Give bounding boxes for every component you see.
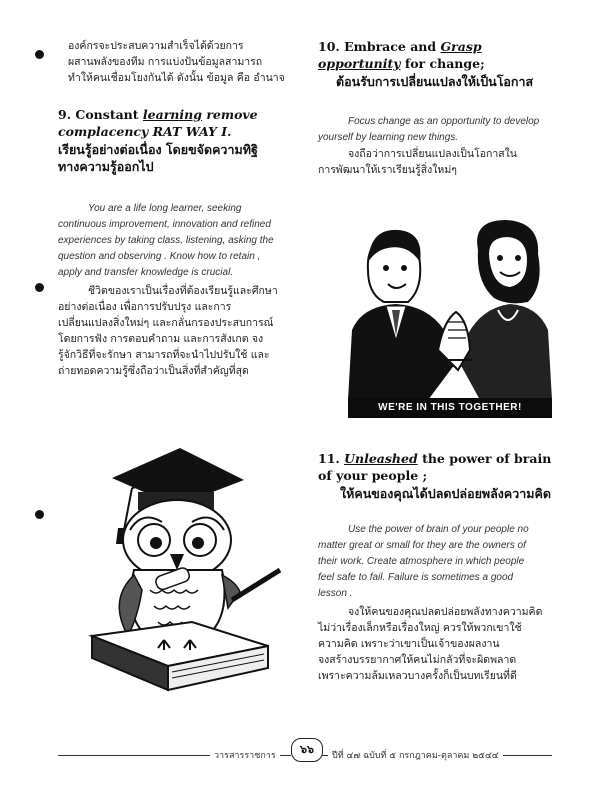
text-line: ทางความรู้ออกไป	[58, 159, 154, 174]
section-9-thai-body	[58, 283, 298, 379]
section-9-heading: 9. Constant learning remove complacency RAT WAY I.	[58, 107, 258, 139]
text-line: yourself by learning new things.	[318, 132, 459, 143]
text-line: continuous improvement, innovation and refined	[58, 219, 271, 230]
section-10-thai-body	[318, 146, 552, 178]
text-line: เรียนรู้อย่างต่อเนื่อง โดยขจัดความทิฐิ	[58, 142, 258, 157]
section-11-thai-body	[318, 604, 552, 684]
text-line: apply and transfer knowledge is crucial.	[58, 267, 234, 278]
page-number: ๖๖	[291, 738, 323, 762]
footer-journal-name: วารสารราชการ	[210, 748, 280, 762]
section-11-heading: 11. Unleashed the power of brain of your people ;	[318, 451, 552, 483]
right-column	[318, 38, 552, 178]
intro-paragraph	[58, 38, 298, 86]
text-line: ผสานพลังของทีม การแบ่งปันข้อมูลสามารถ	[68, 56, 263, 68]
text-line: ถ่ายทอดความรู้ซึ่งถือว่าเป็นสิ่งที่สำคัญที่สุด	[58, 365, 249, 377]
footer-issue-info: ปีที่ ๔๗ ฉบับที่ ๕ กรกฎาคม-ตุลาคม ๒๕๔๔	[328, 748, 503, 762]
text-line: อย่างต่อเนื่อง เพื่อการปรับปรุง และการ	[58, 301, 232, 313]
section-10-heading: 10. Embrace and Grasp opportunity for change;	[318, 39, 485, 71]
text-line: their work. Create atmosphere in which people	[318, 556, 525, 567]
section-10-english-body	[318, 114, 552, 146]
text-line: lesson .	[318, 588, 353, 599]
arm-wrestling-poster-illustration	[348, 210, 552, 400]
text-line: ไม่ว่าเรื่องเล็กหรือเรื่องใหญ่ ควรให้พวกเขาใช้	[318, 622, 522, 634]
text-line: เพราะความล้มเหลวบางครั้งก็เป็นบทเรียนที่ดี	[318, 670, 517, 682]
text-line: Focus change as an opportunity to develop	[348, 116, 540, 127]
text-line: รู้จักวิธีที่จะรักษา สามารถที่จะนำไปปรับใช้ และ	[58, 349, 270, 361]
section-11-subtitle: ให้คนของคุณได้ปลดปล่อยพลังความคิด	[340, 486, 552, 501]
section-9-subtitle	[58, 141, 298, 175]
text-line: question and observing . Know how to retain ,	[58, 251, 261, 262]
text-line: องค์กรจะประสบความสำเร็จได้ด้วยการ	[68, 40, 244, 52]
text-line: experiences by taking class, listening, asking the	[58, 235, 274, 246]
punch-hole-middle	[35, 283, 44, 292]
text-line: ความคิด เพราะว่าเขาเป็นเจ้าของผลงาน	[318, 638, 500, 650]
punch-hole-bottom	[35, 510, 44, 519]
poster-banner: WE'RE IN THIS TOGETHER!	[348, 398, 552, 418]
section-11-english-body	[318, 522, 552, 602]
section-10-subtitle: ต้อนรับการเปลี่ยนแปลงให้เป็นโอกาส	[336, 74, 534, 89]
section-9-english-body	[58, 201, 298, 281]
text-line: จงถือว่าการเปลี่ยนแปลงเป็นโอกาสใน	[348, 148, 517, 160]
text-line: feel safe to fail. Failure is sometimes a good	[318, 572, 514, 583]
left-column	[58, 38, 298, 379]
text-line: เปลี่ยนแปลงสิ่งใหม่ๆ และกลั่นกรองประสบการณ์	[58, 317, 274, 329]
owl-graduate-illustration	[72, 440, 282, 710]
text-line: Use the power of brain of your people no	[348, 524, 529, 535]
right-column-lower	[318, 450, 552, 684]
text-line: ชีวิตของเราเป็นเรื่องที่ต้องเรียนรู้และศึกษา	[88, 285, 278, 297]
text-line: matter great or small for they are the owners of	[318, 540, 526, 551]
text-line: ทำให้คนเชื่อมโยงกันได้ ดังนั้น ข้อมูล คือ อำนาจ	[68, 72, 285, 84]
text-line: โดยการฟัง การตอบคำถาม และการสังเกต จง	[58, 333, 264, 345]
text-line: การพัฒนาให้เราเรียนรู้สิ่งใหม่ๆ	[318, 164, 457, 176]
text-line: จงให้คนของคุณปลดปล่อยพลังทางความคิด	[348, 606, 543, 618]
punch-hole-top	[35, 50, 44, 59]
text-line: จงสร้างบรรยากาศให้คนไม่กลัวที่จะผิดพลาด	[318, 654, 517, 666]
text-line: You are a life long learner, seeking	[88, 203, 242, 214]
